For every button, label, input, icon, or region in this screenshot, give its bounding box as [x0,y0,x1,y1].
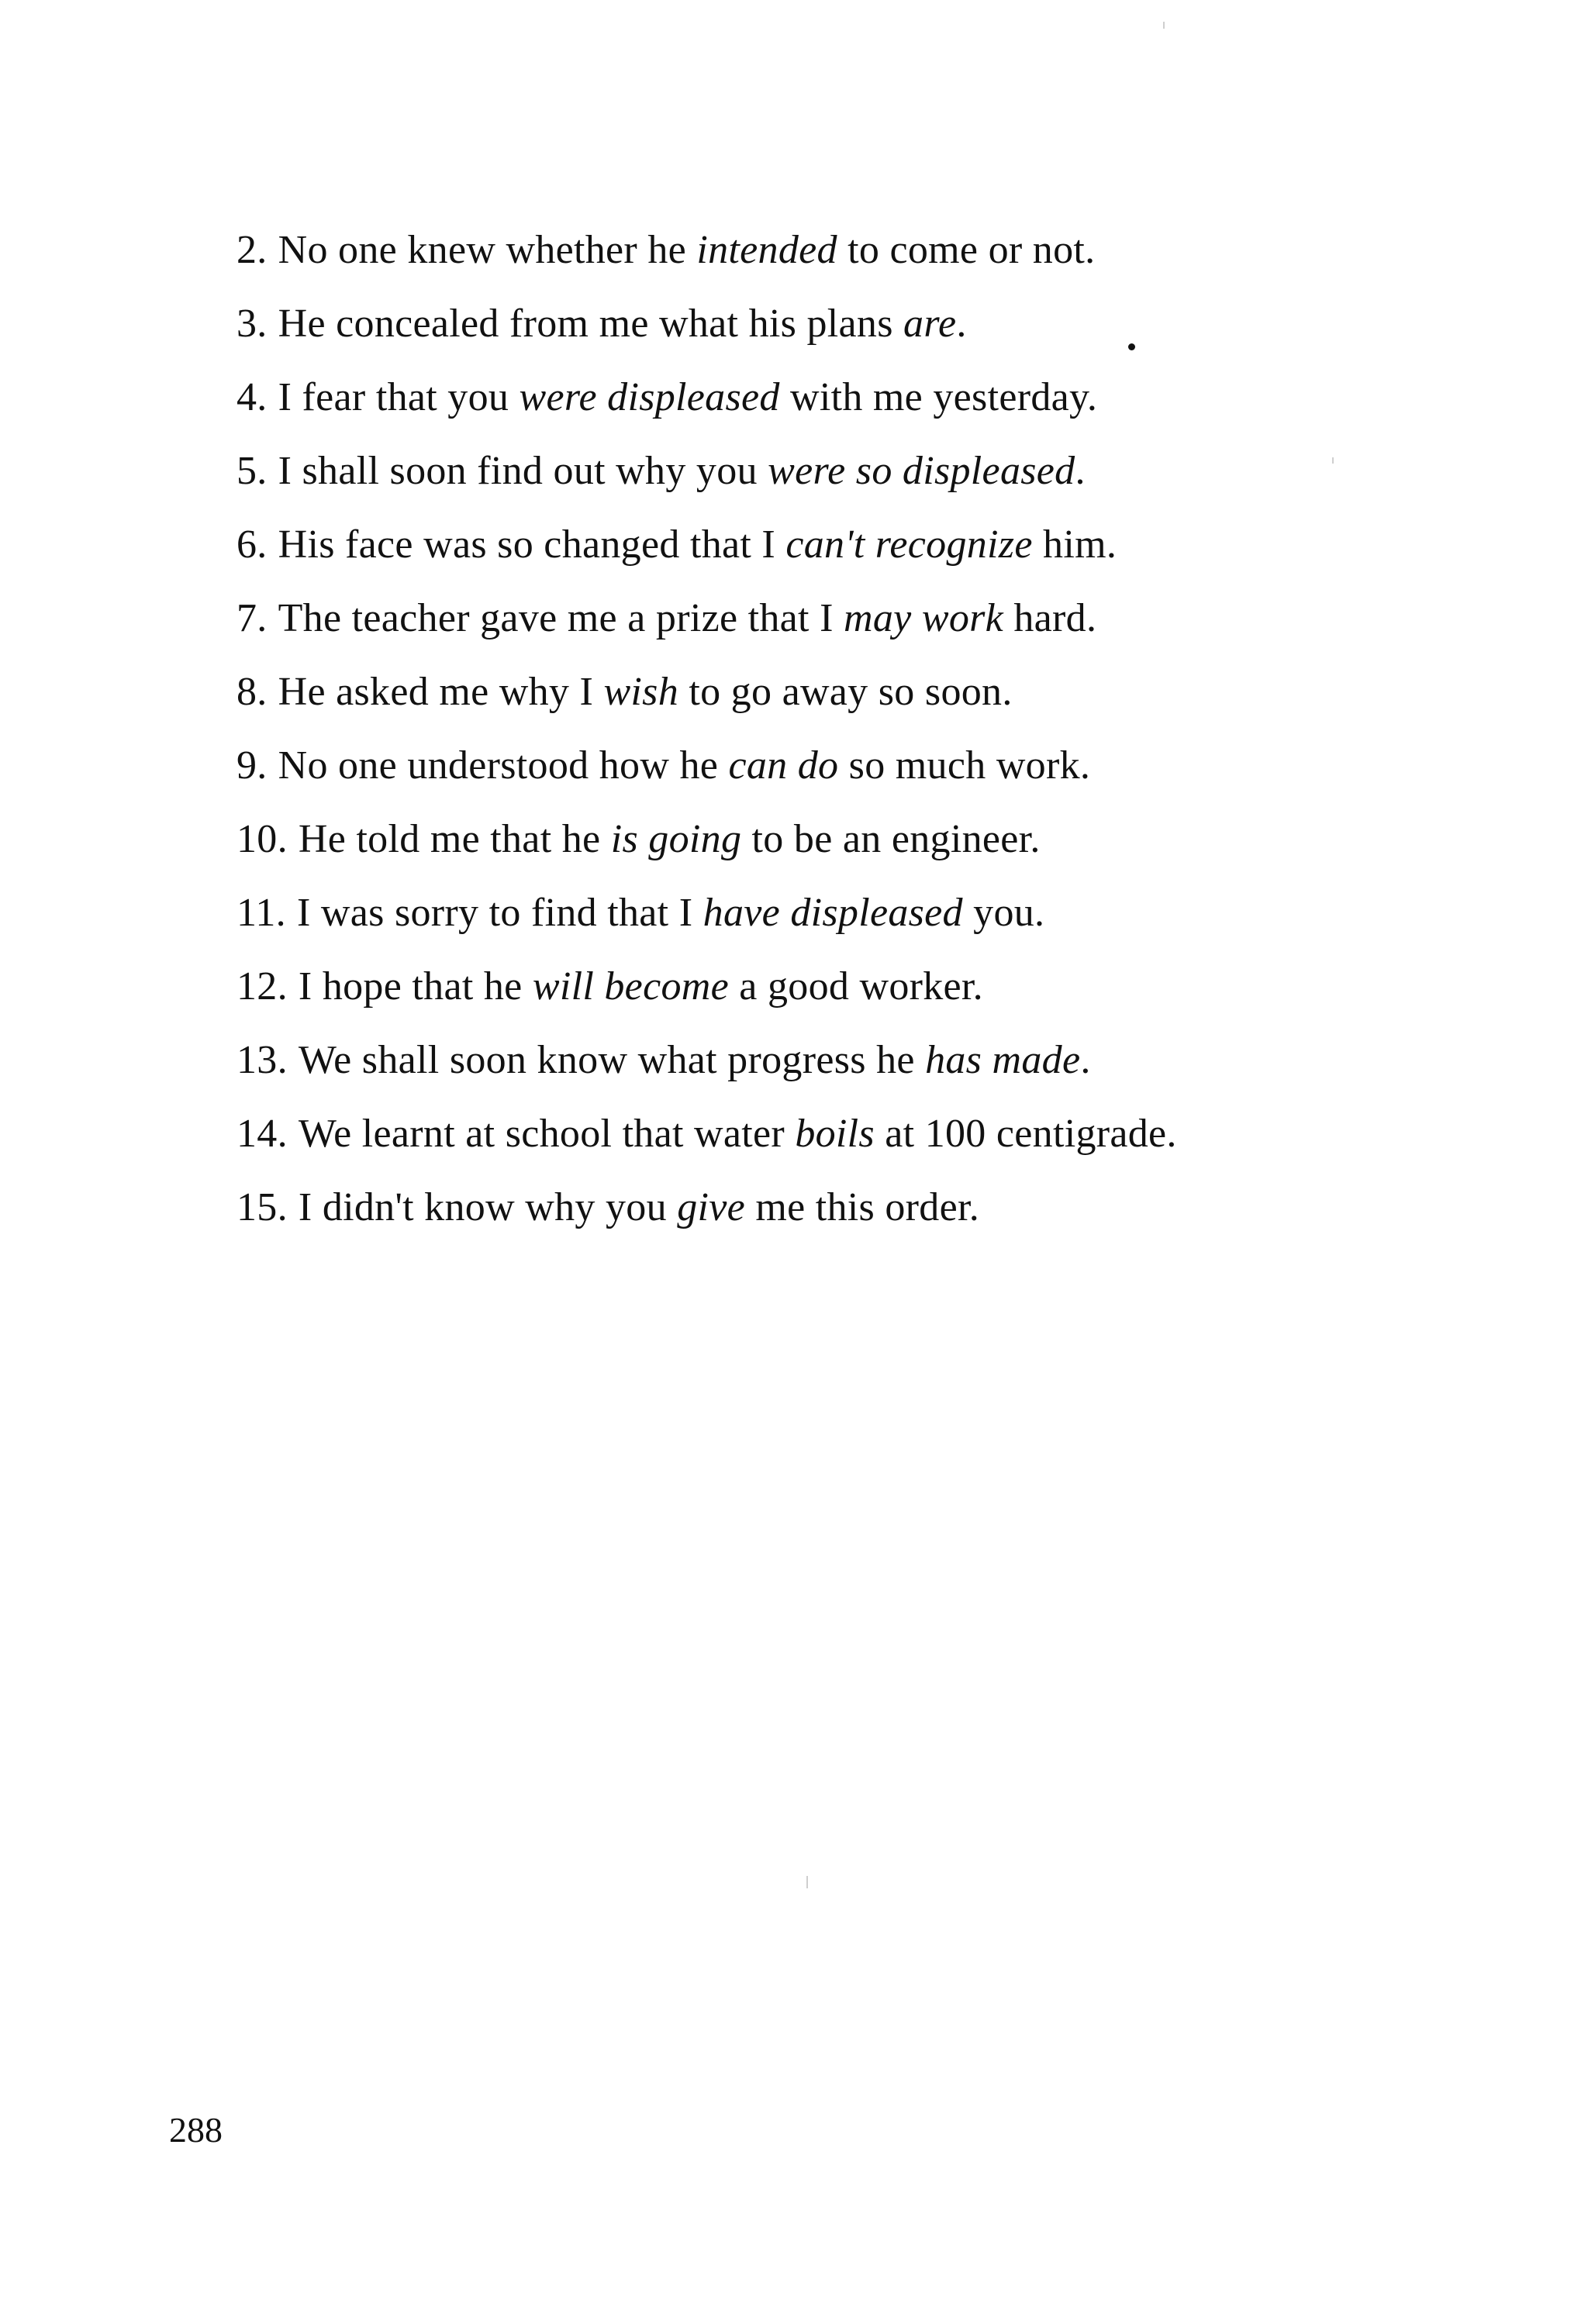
italic-verb: were displeased [519,375,780,419]
sentence-text: a good worker. [728,964,983,1009]
sentence-text: you. [962,891,1045,935]
sentence-text: His face was so changed that I [278,522,786,567]
sentence-text: I didn't know why you [298,1185,678,1229]
sentence-text: hard. [1003,596,1097,640]
sentence-item [236,729,1177,802]
sentence-text: He told me that he [298,817,611,861]
italic-verb: are [903,302,957,346]
sentence-text: at 100 centigrade. [874,1112,1177,1156]
sentence-number: 9. [236,743,268,788]
sentence-text: so much work. [838,743,1091,788]
sentence-number: 4. [236,375,268,419]
sentence-text: I was sorry to find that I [296,891,703,935]
sentence-text: him. [1032,522,1117,567]
sentence-text: me this order. [745,1185,980,1229]
sentence-number: 8. [236,670,268,714]
sentence-text: . [1080,1038,1091,1082]
italic-verb: can do [728,743,839,788]
sentence-item [236,802,1177,876]
sentence-number: 3. [236,302,268,346]
sentence-text: He concealed from me what his plans [278,302,904,346]
sentence-number: 13. [236,1038,288,1082]
sentence-item [236,213,1177,287]
sentence-number: 15. [236,1185,288,1229]
sentence-text: I shall soon find out why you [278,449,768,493]
sentence-number: 14. [236,1112,288,1156]
italic-verb: were so displeased [768,449,1075,493]
italic-verb: have displeased [703,891,963,935]
sentence-item [236,1023,1177,1097]
sentence-item [236,508,1177,581]
sentence-text: . [956,302,967,346]
sentence-text: . [1075,449,1086,493]
italic-verb: boils [795,1112,875,1156]
sentence-item [236,950,1177,1023]
page-number: 288 [169,2110,223,2150]
sentence-text: with me yesterday. [779,375,1098,419]
scan-speck [806,1876,808,1888]
scan-speck [1332,457,1334,464]
sentence-text: No one knew whether he [278,228,697,272]
scan-speck [1163,22,1165,29]
sentence-text: No one understood how he [278,743,729,788]
sentence-number: 10. [236,817,288,861]
italic-verb: wish [603,670,679,714]
sentence-number: 2. [236,228,268,272]
sentence-text: I hope that he [298,964,533,1009]
sentence-text: He asked me why I [278,670,604,714]
sentence-item [236,876,1177,950]
sentence-item [236,287,1177,360]
sentence-text: to be an engineer. [741,817,1041,861]
sentence-item [236,655,1177,729]
sentence-text: We learnt at school that water [298,1112,796,1156]
sentence-item [236,434,1177,508]
italic-verb: is going [610,817,742,861]
sentence-item [236,1097,1177,1171]
sentence-text: We shall soon know what progress he [298,1038,926,1082]
italic-verb: will become [532,964,729,1009]
sentence-item [236,360,1177,434]
exercise-sentence-list [236,213,1177,1244]
sentence-text: to go away so soon. [678,670,1013,714]
sentence-number: 12. [236,964,288,1009]
sentence-text: The teacher gave me a prize that I [278,596,844,640]
sentence-text: to come or not. [837,228,1096,272]
sentence-number: 6. [236,522,268,567]
italic-verb: intended [696,228,837,272]
sentence-number: 5. [236,449,268,493]
sentence-item [236,581,1177,655]
sentence-item [236,1171,1177,1244]
italic-verb: has made [925,1038,1081,1082]
sentence-text: I fear that you [278,375,520,419]
italic-verb: give [677,1185,746,1229]
ink-dot-mark [1128,343,1135,350]
italic-verb: can't recognize [785,522,1033,567]
sentence-number: 7. [236,596,268,640]
italic-verb: may work [844,596,1004,640]
sentence-number: 11. [236,891,286,935]
